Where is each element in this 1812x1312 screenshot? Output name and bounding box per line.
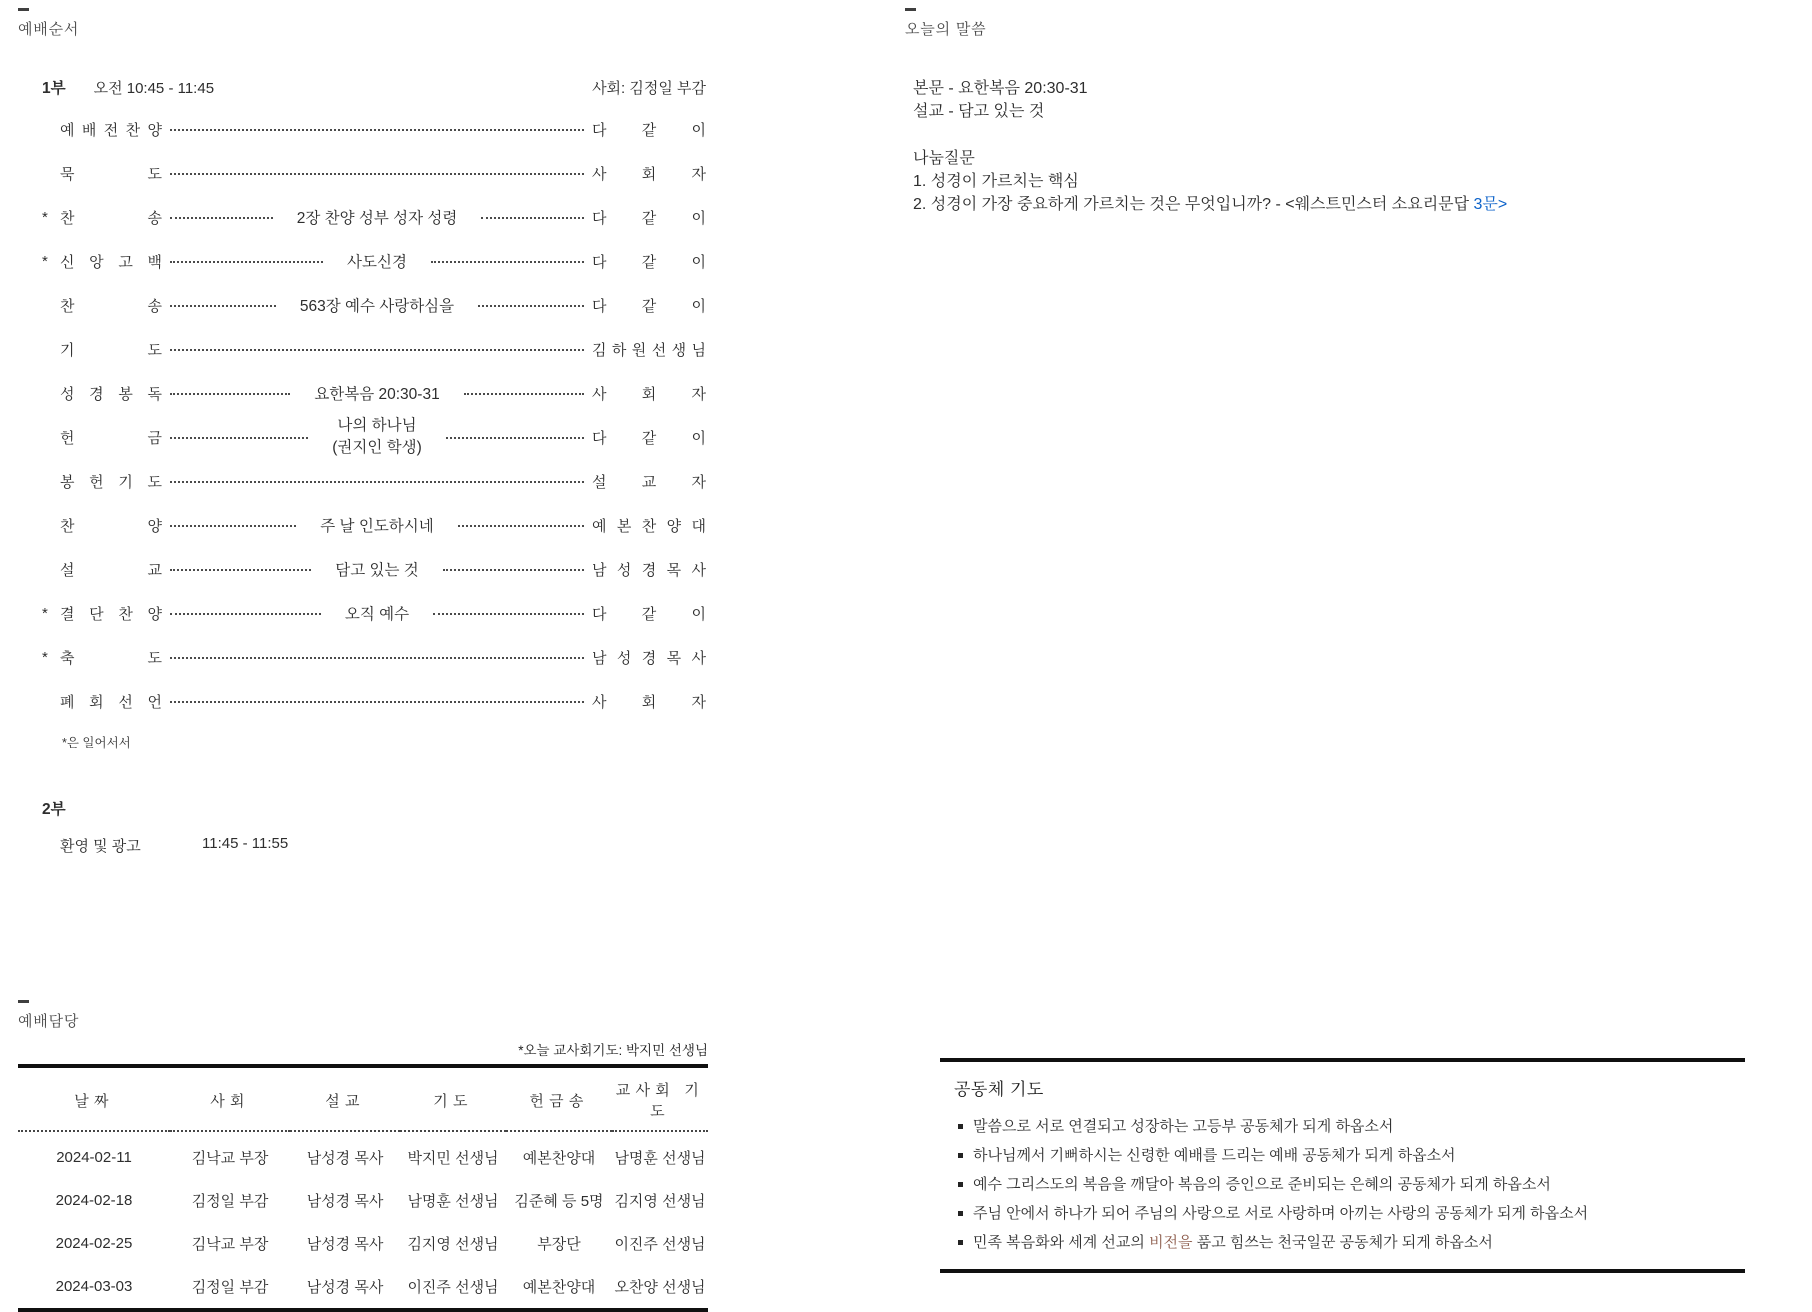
dotted-leader [170, 349, 584, 351]
prayer-text: 하나님께서 기뻐하시는 신령한 예배를 드리는 예배 공동체가 되게 하옵소서 [973, 1147, 1456, 1164]
westminster-catechism-link[interactable]: 3문> [1473, 196, 1508, 213]
row-star: * [42, 252, 48, 270]
dotted-leader [431, 261, 584, 263]
dotted-leader [170, 129, 584, 131]
part1-label: 1부 [42, 80, 66, 97]
row-performer: 다 같 이 [592, 121, 706, 139]
prayer-text: 주님 안에서 하나가 되어 주님의 사랑으로 서로 사랑하며 아끼는 사랑의 공동체가 되게 하옵소서 [973, 1205, 1589, 1222]
row-label: 찬 송 [60, 297, 162, 315]
bullet-square-icon [958, 1182, 963, 1187]
cell-teacher-prayer: 김지영 선생님 [614, 1193, 706, 1210]
row-star: * [42, 604, 48, 622]
col-header-mc: 사회 [170, 1066, 290, 1131]
row-performer: 남 성 경 목 사 [592, 561, 707, 579]
cell-teacher-prayer: 이진주 선생님 [614, 1236, 706, 1253]
dotted-leader [433, 613, 584, 615]
row-song-title: 요한복음 20:30-31 [314, 386, 440, 403]
order-row [42, 415, 706, 459]
cell-sermon: 남성경 목사 [306, 1150, 384, 1167]
cell-mc: 김정일 부감 [191, 1279, 269, 1296]
cell-mc: 김정일 부감 [191, 1193, 269, 1210]
question-1: 1. 성경이 가르치는 핵심 [913, 173, 1079, 190]
cell-date: 2024-02-11 [56, 1149, 132, 1166]
cell-teacher-prayer: 오찬양 선생님 [614, 1279, 706, 1296]
order-row [42, 195, 706, 239]
cell-prayer: 김지영 선생님 [407, 1236, 499, 1253]
teacher-prayer-note: *오늘 교사회기도: 박지민 선생님 [518, 1043, 708, 1058]
section-todays-word [905, 8, 1765, 216]
order-row [42, 371, 706, 415]
row-label: 신 앙 고 백 [60, 253, 162, 271]
row-performer: 김 하 원 선 생 님 [592, 341, 706, 359]
cell-mc: 김낙교 부장 [191, 1150, 269, 1167]
row-performer: 다 같 이 [592, 253, 706, 271]
prayer-text-suffix: 품고 힘쓰는 천국일꾼 공동체가 되게 하옵소서 [1192, 1234, 1493, 1251]
section-community-prayer [940, 1058, 1745, 1273]
bullet-square-icon [958, 1240, 963, 1245]
dotted-leader [464, 393, 584, 395]
prayer-text-prefix: 민족 복음화와 세계 선교의 [973, 1234, 1150, 1251]
list-item [954, 1112, 1745, 1141]
dotted-leader [170, 657, 584, 659]
order-row [42, 679, 706, 723]
row-performer: 설 교 자 [592, 473, 706, 491]
cell-date: 2024-02-18 [55, 1192, 133, 1209]
row-performer: 사 회 자 [592, 165, 706, 183]
cell-sermon: 남성경 목사 [306, 1279, 384, 1296]
order-row [42, 327, 706, 371]
part1-mc: 사회: 김정일 부감 [592, 79, 706, 97]
row-label: 기 도 [60, 341, 162, 359]
duty-table [18, 1064, 708, 1312]
row-performer: 사 회 자 [592, 385, 707, 403]
dotted-leader [170, 261, 323, 263]
offering-song-line1: 나의 하나님 [337, 417, 417, 434]
dotted-leader [443, 569, 584, 571]
dotted-leader [170, 437, 308, 439]
dotted-leader [170, 569, 311, 571]
list-item [954, 1170, 1745, 1199]
row-label: 묵 도 [60, 165, 162, 183]
row-performer: 사 회 자 [592, 693, 706, 711]
offering-song-line2: (권지인 학생) [332, 439, 422, 456]
cell-prayer: 박지민 선생님 [407, 1150, 499, 1167]
scripture-line: 본문 - 요한복음 20:30-31 [913, 80, 1088, 97]
row-performer: 다 같 이 [592, 605, 707, 623]
part2-row [42, 835, 706, 856]
row-label: 폐 회 선 언 [60, 693, 162, 711]
cell-offering-song: 예본찬양대 [522, 1279, 596, 1296]
row-song-title: 사도신경 [347, 254, 407, 271]
row-performer: 다 같 이 [592, 297, 707, 315]
prayer-text: 예수 그리스도의 복음을 깨달아 복음의 증인으로 준비되는 은혜의 공동체가 되게 하옵소서 [973, 1176, 1551, 1193]
prayer-text: 말씀으로 서로 연결되고 성장하는 고등부 공동체가 되게 하옵소서 [973, 1118, 1394, 1135]
section-dash [18, 8, 29, 11]
cell-prayer: 이진주 선생님 [407, 1279, 499, 1296]
order-row [42, 107, 706, 151]
table-row [18, 1179, 708, 1222]
community-prayer-title: 공동체 기도 [954, 1080, 1044, 1099]
cell-date: 2024-03-03 [55, 1278, 133, 1295]
spacer [913, 123, 1765, 147]
row-song-title [316, 415, 438, 459]
todays-word-title: 오늘의 말씀 [905, 21, 987, 38]
dotted-leader [446, 437, 584, 439]
section-dash [18, 1000, 29, 1003]
dotted-leader [170, 481, 584, 483]
row-label: 결 단 찬 양 [60, 605, 162, 623]
bullet-square-icon [958, 1153, 963, 1158]
dotted-leader [170, 525, 296, 527]
row-label: 예 배 전 찬 양 [60, 121, 162, 139]
row-star: * [42, 648, 48, 666]
order-row [42, 459, 706, 503]
worship-order-part1 [18, 75, 706, 751]
highlighted-word: 비전을 [1149, 1234, 1193, 1251]
order-row [42, 283, 706, 327]
cell-offering-song: 예본찬양대 [522, 1150, 596, 1167]
dotted-leader [170, 173, 584, 175]
table-row [18, 1265, 708, 1310]
cell-sermon: 남성경 목사 [306, 1236, 384, 1253]
prayer-text [973, 1228, 1493, 1257]
sermon-line: 설교 - 담고 있는 것 [913, 103, 1045, 120]
question-2-text: 2. 성경이 가장 중요하게 가르치는 것은 무엇입니까? - <웨스트민스터 소요리문답 [913, 196, 1474, 213]
row-performer: 다 같 이 [592, 429, 706, 447]
col-header-teacher-prayer: 교사회 기도 [612, 1066, 708, 1131]
col-header-date: 날짜 [18, 1066, 170, 1131]
todays-word-content [913, 77, 1765, 216]
dotted-leader [458, 525, 584, 527]
table-row [18, 1222, 708, 1265]
dotted-leader [478, 305, 584, 307]
dotted-leader [170, 393, 290, 395]
worship-order-part2 [18, 797, 706, 856]
bullet-square-icon [958, 1124, 963, 1129]
col-header-sermon: 설교 [290, 1066, 400, 1131]
cell-teacher-prayer: 남명훈 선생님 [614, 1150, 706, 1167]
dotted-leader [170, 305, 276, 307]
section-dash [905, 8, 916, 11]
row-label: 찬 송 [60, 209, 162, 227]
section-worship-order [18, 8, 706, 856]
row-song-title: 2장 찬양 성부 성자 성령 [296, 210, 458, 227]
questions-title: 나눔질문 [913, 150, 975, 167]
row-label: 설 교 [60, 561, 162, 579]
worship-duty-title: 예배담당 [18, 1013, 80, 1030]
order-row [42, 151, 706, 195]
dotted-leader [170, 701, 584, 703]
part2-label: 2부 [42, 801, 66, 818]
table-row [18, 1131, 708, 1179]
duty-table-header-row [18, 1066, 708, 1131]
dotted-leader [481, 217, 584, 219]
row-label: 봉 헌 기 도 [60, 473, 162, 491]
cell-mc: 김낙교 부장 [191, 1236, 269, 1253]
list-item [954, 1228, 1745, 1257]
question-2 [913, 193, 1765, 216]
row-performer: 다 같 이 [592, 209, 707, 227]
cell-date: 2024-02-25 [55, 1235, 133, 1252]
row-label: 찬 양 [60, 517, 162, 535]
list-item [954, 1199, 1745, 1228]
order-row [42, 239, 706, 283]
part2-item: 환영 및 광고 [60, 838, 141, 855]
part2-time: 11:45 - 11:55 [202, 835, 289, 852]
cell-sermon: 남성경 목사 [306, 1193, 384, 1210]
row-label: 성 경 봉 독 [60, 385, 162, 403]
section-worship-duty [18, 1000, 708, 1312]
col-header-offering-song: 헌금송 [506, 1066, 612, 1131]
row-star: * [42, 208, 48, 226]
worship-order-title: 예배순서 [18, 21, 80, 38]
standing-note: *은 일어서서 [62, 736, 131, 750]
part1-header [42, 75, 706, 99]
col-header-prayer: 기도 [400, 1066, 506, 1131]
cell-offering-song: 김준혜 등 5명 [514, 1193, 604, 1210]
row-label: 축 도 [60, 649, 162, 667]
row-song-title: 563장 예수 사랑하심을 [299, 298, 455, 315]
dotted-leader [170, 217, 273, 219]
part1-time: 오전 10:45 - 11:45 [93, 79, 215, 97]
order-row [42, 503, 706, 547]
row-song-title: 주 날 인도하시네 [320, 518, 434, 535]
cell-offering-song: 부장단 [537, 1236, 581, 1253]
row-label: 헌 금 [60, 429, 162, 447]
row-performer: 남 성 경 목 사 [592, 649, 706, 667]
row-performer: 예 본 찬 양 대 [592, 517, 706, 535]
cell-prayer: 남명훈 선생님 [407, 1193, 499, 1210]
order-row [42, 547, 706, 591]
dotted-leader [170, 613, 321, 615]
row-song-title: 담고 있는 것 [335, 562, 419, 579]
order-row [42, 591, 706, 635]
bullet-square-icon [958, 1211, 963, 1216]
row-song-title: 오직 예수 [344, 606, 410, 623]
list-item [954, 1141, 1745, 1170]
order-row [42, 635, 706, 679]
